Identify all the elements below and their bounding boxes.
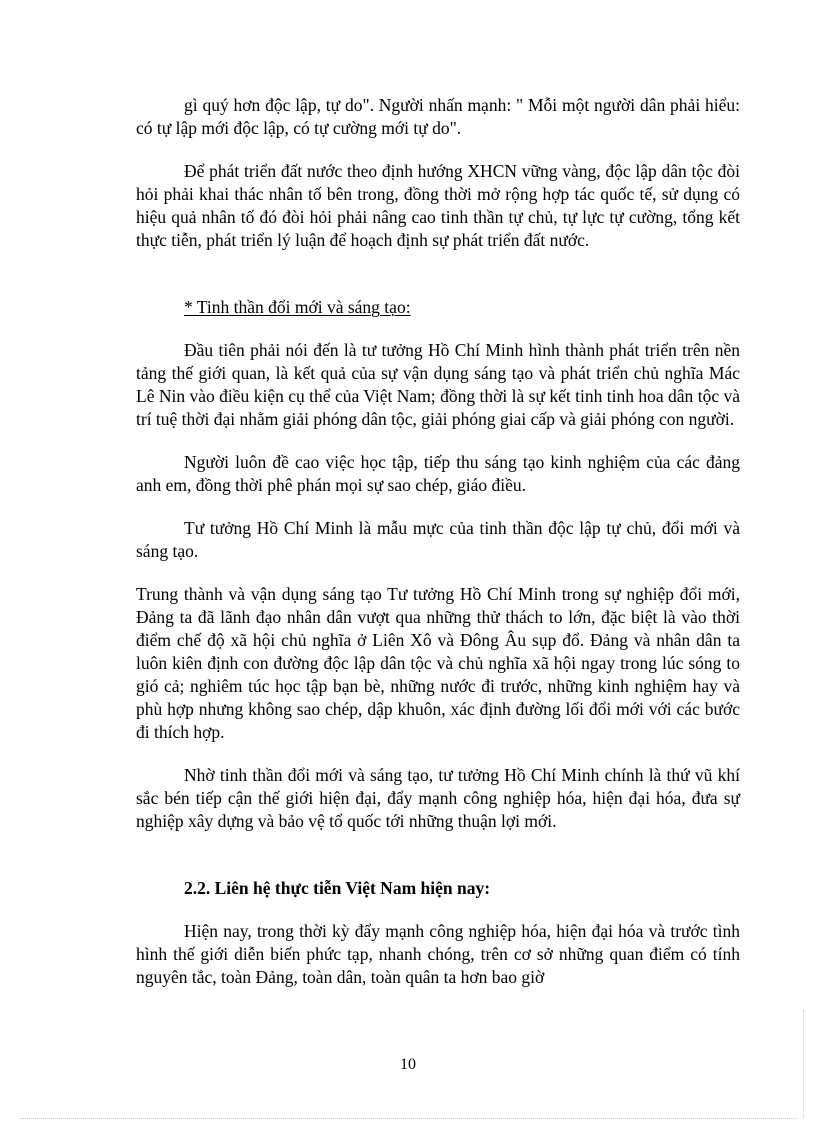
page-number: 10	[400, 1056, 416, 1073]
paragraph-6: Trung thành và vận dụng sáng tạo Tư tưởng Hồ Chí Minh trong sự nghiệp đổi mới, Đảng ta đã lãnh đạo nhân dân vượt qua những thử thách to lớn, đặc biệt là vào thời điểm chế độ xã hội chủ nghĩa ở Liên Xô và Đông Âu sụp đổ. Đảng và nhân dân ta luôn kiên định con đường độc lập dân tộc và chủ nghĩa xã hội ngay trong lúc sóng to gió cả; nghiêm túc học tập bạn bè, những nước đi trước, những kinh nghiệm hay và phù hợp nhưng không sao chép, dập khuôn, xác định đường lối đổi mới với các bước đi thích hợp.	[136, 584, 740, 742]
section-heading: 2.2. Liên hệ thực tiễn Việt Nam hiện nay:	[184, 878, 491, 898]
page-border-right	[803, 1010, 804, 1118]
paragraph-7: Nhờ tinh thần đổi mới và sáng tạo, tư tưởng Hồ Chí Minh chính là thứ vũ khí sắc bén tiếp cận thế giới hiện đại, đẩy mạnh công nghiệp hóa, hiện đại hóa, đưa sự nghiệp xây dựng và bảo vệ tổ quốc tới những thuận lợi mới.	[136, 765, 740, 831]
page-border-bottom	[20, 1118, 796, 1119]
spacer	[136, 853, 740, 877]
paragraph-5: Tư tưởng Hồ Chí Minh là mẫu mực của tinh thần độc lập tự chủ, đổi mới và sáng tạo.	[136, 518, 740, 561]
page-body	[136, 94, 740, 1009]
paragraph-4: Người luôn đề cao việc học tập, tiếp thu sáng tạo kinh nghiệm của các đảng anh em, đồng thời phê phán mọi sự sao chép, giáo điều.	[136, 452, 740, 495]
paragraph-3: Đầu tiên phải nói đến là tư tưởng Hồ Chí Minh hình thành phát triển trên nền tảng thế giới quan, là kết quả của sự vận dụng sáng tạo và phát triển chủ nghĩa Mác Lê Nin vào điều kiện cụ thể của Việt Nam; đồng thời là sự kết tinh tinh hoa dân tộc và trí tuệ thời đại nhằm giải phóng dân tộc, giải phóng giai cấp và giải phóng con người.	[136, 340, 740, 429]
spacer	[136, 272, 740, 296]
paragraph-1: gì quý hơn độc lập, tự do". Người nhấn mạnh: " Mỗi một người dân phải hiểu: có tự lập mới độc lập, có tự cường mới tự do".	[136, 95, 740, 138]
paragraph-8: Hiện nay, trong thời kỳ đẩy mạnh công nghiệp hóa, hiện đại hóa và trước tình hình thế giới diễn biến phức tạp, nhanh chóng, trên cơ sở những quan điểm có tính nguyên tắc, toàn Đảng, toàn dân, toàn quân ta hơn bao giờ	[136, 921, 740, 987]
paragraph-2: Để phát triển đất nước theo định hướng XHCN vững vàng, độc lập dân tộc đòi hỏi phải khai thác nhân tố bên trong, đồng thời mở rộng hợp tác quốc tế, sử dụng có hiệu quả nhân tố đó đòi hỏi phải nâng cao tinh thần tự chủ, tự lực tự cường, tổng kết thực tiễn, phát triển lý luận để hoạch định sự phát triển đất nước.	[136, 161, 740, 250]
section-subheading: * Tinh thần đổi mới và sáng tạo:	[184, 297, 411, 317]
